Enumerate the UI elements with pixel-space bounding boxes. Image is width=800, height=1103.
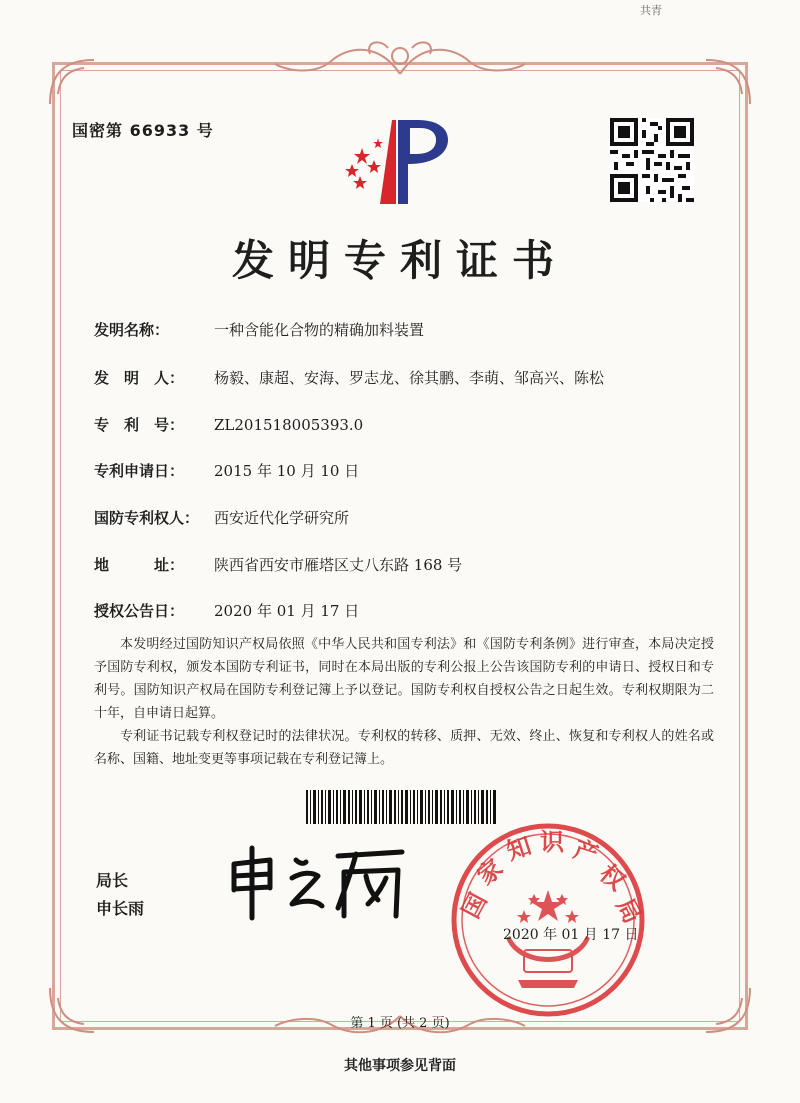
field-grant-date [94,599,714,623]
signatory-role: 局长 [96,871,129,890]
signatory-name: 申长雨 [96,899,145,918]
barcode [306,790,496,824]
field-value: ZL201518005393.0 [214,416,364,434]
field-label: 地 址： [94,556,185,574]
statement-paragraph-2: 专利证书记载专利权登记时的法律状况。专利权的转移、质押、无效、终止、恢复和专利权人的姓名或名称、国籍、地址变更等事项记载在专利登记簿上。 [94,729,714,767]
qr-code [610,118,694,202]
field-label: 专 利 号： [94,416,185,434]
field-application-date [94,459,714,483]
svg-text:识: 识 [540,828,564,856]
page-number: 第 1 页 (共 2 页) [350,1016,450,1031]
field-label: 专利申请日： [94,462,185,480]
svg-text:产: 产 [570,835,602,870]
seal-date: 2020 年 01 月 17 日 [503,927,639,943]
handwritten-signature [226,842,416,922]
svg-text:国: 国 [456,888,493,923]
field-label: 国防专利权人： [94,509,200,527]
field-value: 西安近代化学研究所 [214,509,350,527]
certificate-title: 发明专利证书 [231,236,568,285]
svg-text:局: 局 [610,893,647,929]
svg-text:权: 权 [594,859,631,897]
field-value: 2020 年 01 月 17 日 [214,602,360,620]
handwritten-note: 共青 [640,4,662,17]
field-label: 授权公告日： [94,602,185,620]
field-invention-name [94,318,714,342]
field-label: 发明名称： [94,321,170,339]
top-ornament [270,34,530,84]
secret-number: 国密第 66933 号 [72,121,214,140]
field-value: 一种含能化合物的精确加料装置 [214,321,425,339]
corner-ornament-top-left [44,54,104,114]
statement-paragraph-1: 本发明经过国防知识产权局依照《中华人民共和国专利法》和《国防专利条例》进行审查，本局决定授予国防专利权，颁发本国防专利证书，同时在本局出版的专利公报上公告该国防专利的申请日、授权日和专利号。国防知识产权局在国防专利登记簿上予以登记。国防专利权自授权公告之日起生效。专利权期限为二十年，自申请日起算。 [94,637,714,721]
field-patent-number [94,413,714,437]
svg-text:知: 知 [503,831,535,866]
field-value: 杨毅、康超、安海、罗志龙、徐其鹏、李萌、邹高兴、陈松 [214,369,605,387]
field-label: 发 明 人： [94,369,185,387]
see-reverse-note: 其他事项参见背面 [344,1058,456,1074]
corner-ornament-top-right [696,54,756,114]
patent-office-logo [336,112,456,212]
svg-text:家: 家 [471,853,509,891]
field-value: 2015 年 10 月 10 日 [214,462,360,480]
field-address [94,553,714,577]
field-inventors [94,366,714,390]
field-value: 陕西省西安市雁塔区丈八东路 168 号 [214,556,463,574]
official-seal-stamp [448,820,648,1020]
field-patentee [94,506,714,530]
